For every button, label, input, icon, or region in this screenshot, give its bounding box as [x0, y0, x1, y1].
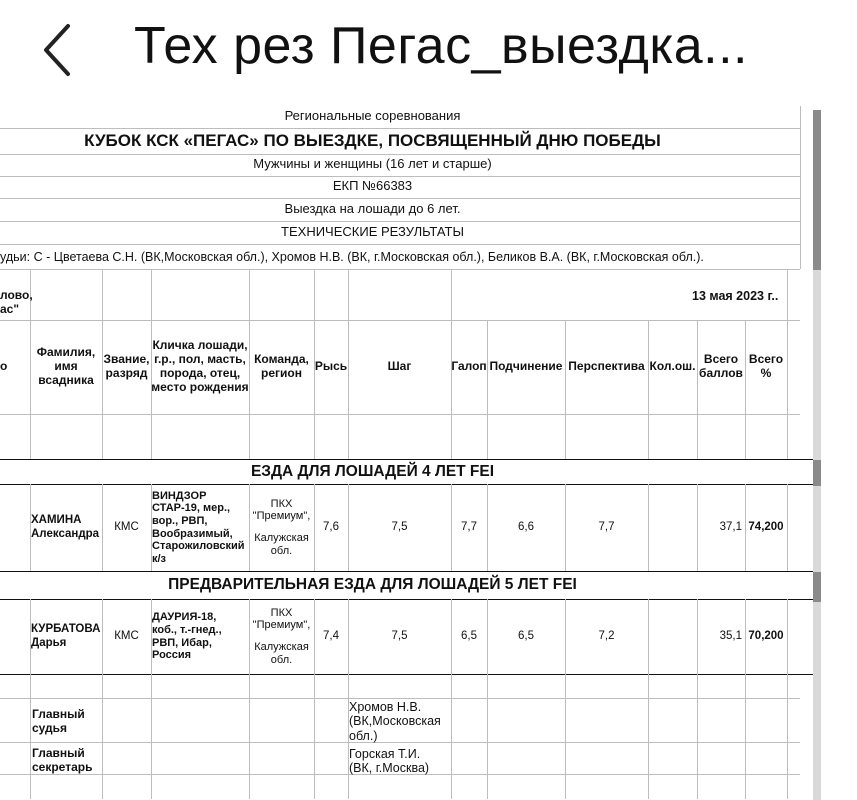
table-row-1-rider: ХАМИНА Александра — [31, 514, 100, 540]
competition-discipline: Выездка на лошади до 6 лет. — [284, 201, 461, 216]
competition-category: Мужчины и женщины (16 лет и старше) — [253, 156, 492, 171]
table-row-2-canter: 6,5 — [461, 629, 477, 642]
section-title: ЕЗДА ДЛЯ ЛОШАДЕЙ 4 ЛЕТ FEI — [250, 462, 495, 480]
results-type: ТЕХНИЧЕСКИЕ РЕЗУЛЬТАТЫ — [281, 224, 464, 239]
table-row-1-total-points: 37,1 — [719, 520, 742, 533]
col-header-number: о — [0, 359, 8, 374]
table-row-2-horse: ДАУРИЯ-18, коб., т.-гнед., РВП, Ибар, Россия — [152, 611, 222, 662]
scrollbar-thumb[interactable] — [813, 110, 821, 270]
judges-line: удьи: С - Цветаева С.Н. (ВК,Московская обл.), Хромов Н.В. (ВК, г.Московская обл.), Беликов В.А. (ВК, г.Московская обл.). — [0, 250, 704, 264]
official-role-chief-judge: Главный судья — [32, 707, 85, 735]
table-row-2-walk: 7,5 — [391, 629, 408, 642]
competition-title: КУБОК КСК «ПЕГАС» ПО ВЫЕЗДКЕ, ПОСВЯЩЕННЫЙ ДНЮ ПОБЕДЫ — [84, 131, 661, 150]
table-row-1-team: ПКХ "Премиум", Калужская обл. — [252, 497, 311, 557]
competition-level: Региональные соревнования — [284, 108, 461, 123]
col-header-errors: Кол.ош. — [649, 359, 696, 374]
table-row-1-walk: 7,5 — [391, 520, 408, 533]
col-header-total-percent: Всего % — [748, 352, 784, 380]
col-header-team: Команда, регион — [254, 352, 309, 380]
col-header-walk: Шаг — [387, 359, 412, 374]
table-row-1-rank: КМС — [114, 520, 139, 533]
scrollbar-marker — [813, 572, 821, 602]
col-header-canter: Галоп — [451, 359, 487, 374]
table-row-2-submission: 6,5 — [518, 629, 534, 642]
table-row-2-rider: КУРБАТОВА Дарья — [31, 623, 101, 649]
table-row-2-team: ПКХ "Премиум", Калужская обл. — [252, 606, 311, 666]
table-row-2-total-points: 35,1 — [719, 629, 742, 642]
section-title: ПРЕДВАРИТЕЛЬНАЯ ЕЗДА ДЛЯ ЛОШАДЕЙ 5 ЛЕТ FEI — [168, 576, 577, 594]
table-row-2-total-percent: 70,200 — [748, 629, 784, 642]
col-header-rank: Звание, разряд — [103, 352, 150, 380]
col-header-perspective: Перспектива — [568, 359, 645, 374]
spreadsheet[interactable] — [0, 106, 857, 800]
col-header-trot: Рысь — [314, 359, 348, 374]
col-header-total-points: Всего баллов — [699, 352, 743, 380]
table-row-2-rank: КМС — [114, 629, 139, 642]
official-name-chief-judge: Хромов Н.В. (ВК,Московская обл.) — [349, 700, 441, 743]
table-row-2-trot: 7,4 — [323, 629, 339, 642]
table-row-1-trot: 7,6 — [323, 520, 339, 533]
table-row-1-canter: 7,7 — [461, 520, 477, 533]
table-row-1-submission: 6,6 — [518, 520, 534, 533]
col-header-rider: Фамилия, имя всадника — [36, 345, 96, 387]
document-title: Тех рез Пегас_выездка... — [134, 17, 748, 75]
venue-line-2: ас" — [0, 302, 20, 316]
table-row-2-perspective: 7,2 — [598, 629, 615, 642]
table-row-1-horse: ВИНДЗОР СТАР-19, мер., вор., РВП, Вообразимый, Старожиловский к/з — [152, 489, 245, 565]
col-header-horse: Кличка лошади, г.р., пол, масть, порода, отец, место рождения — [151, 338, 249, 394]
table-row-1-total-percent: 74,200 — [748, 520, 784, 533]
col-header-submission: Подчинение — [489, 359, 563, 374]
vertical-scrollbar[interactable] — [813, 110, 821, 800]
ekp-number: ЕКП №66383 — [332, 178, 413, 193]
official-role-chief-secretary: Главный секретарь — [32, 746, 93, 774]
scrollbar-marker — [813, 460, 821, 486]
venue-line-1: лово, — [0, 288, 33, 302]
table-row-1-errors — [648, 484, 697, 571]
back-button[interactable] — [40, 20, 80, 80]
official-name-chief-secretary: Горская Т.И. (ВК, г.Москва) — [349, 747, 430, 776]
competition-date: 13 мая 2023 г.. — [692, 289, 779, 303]
app-header — [0, 0, 857, 106]
chevron-left-icon — [40, 20, 80, 80]
table-row-1-perspective: 7,7 — [598, 520, 615, 533]
table-row-2-errors — [648, 599, 697, 674]
